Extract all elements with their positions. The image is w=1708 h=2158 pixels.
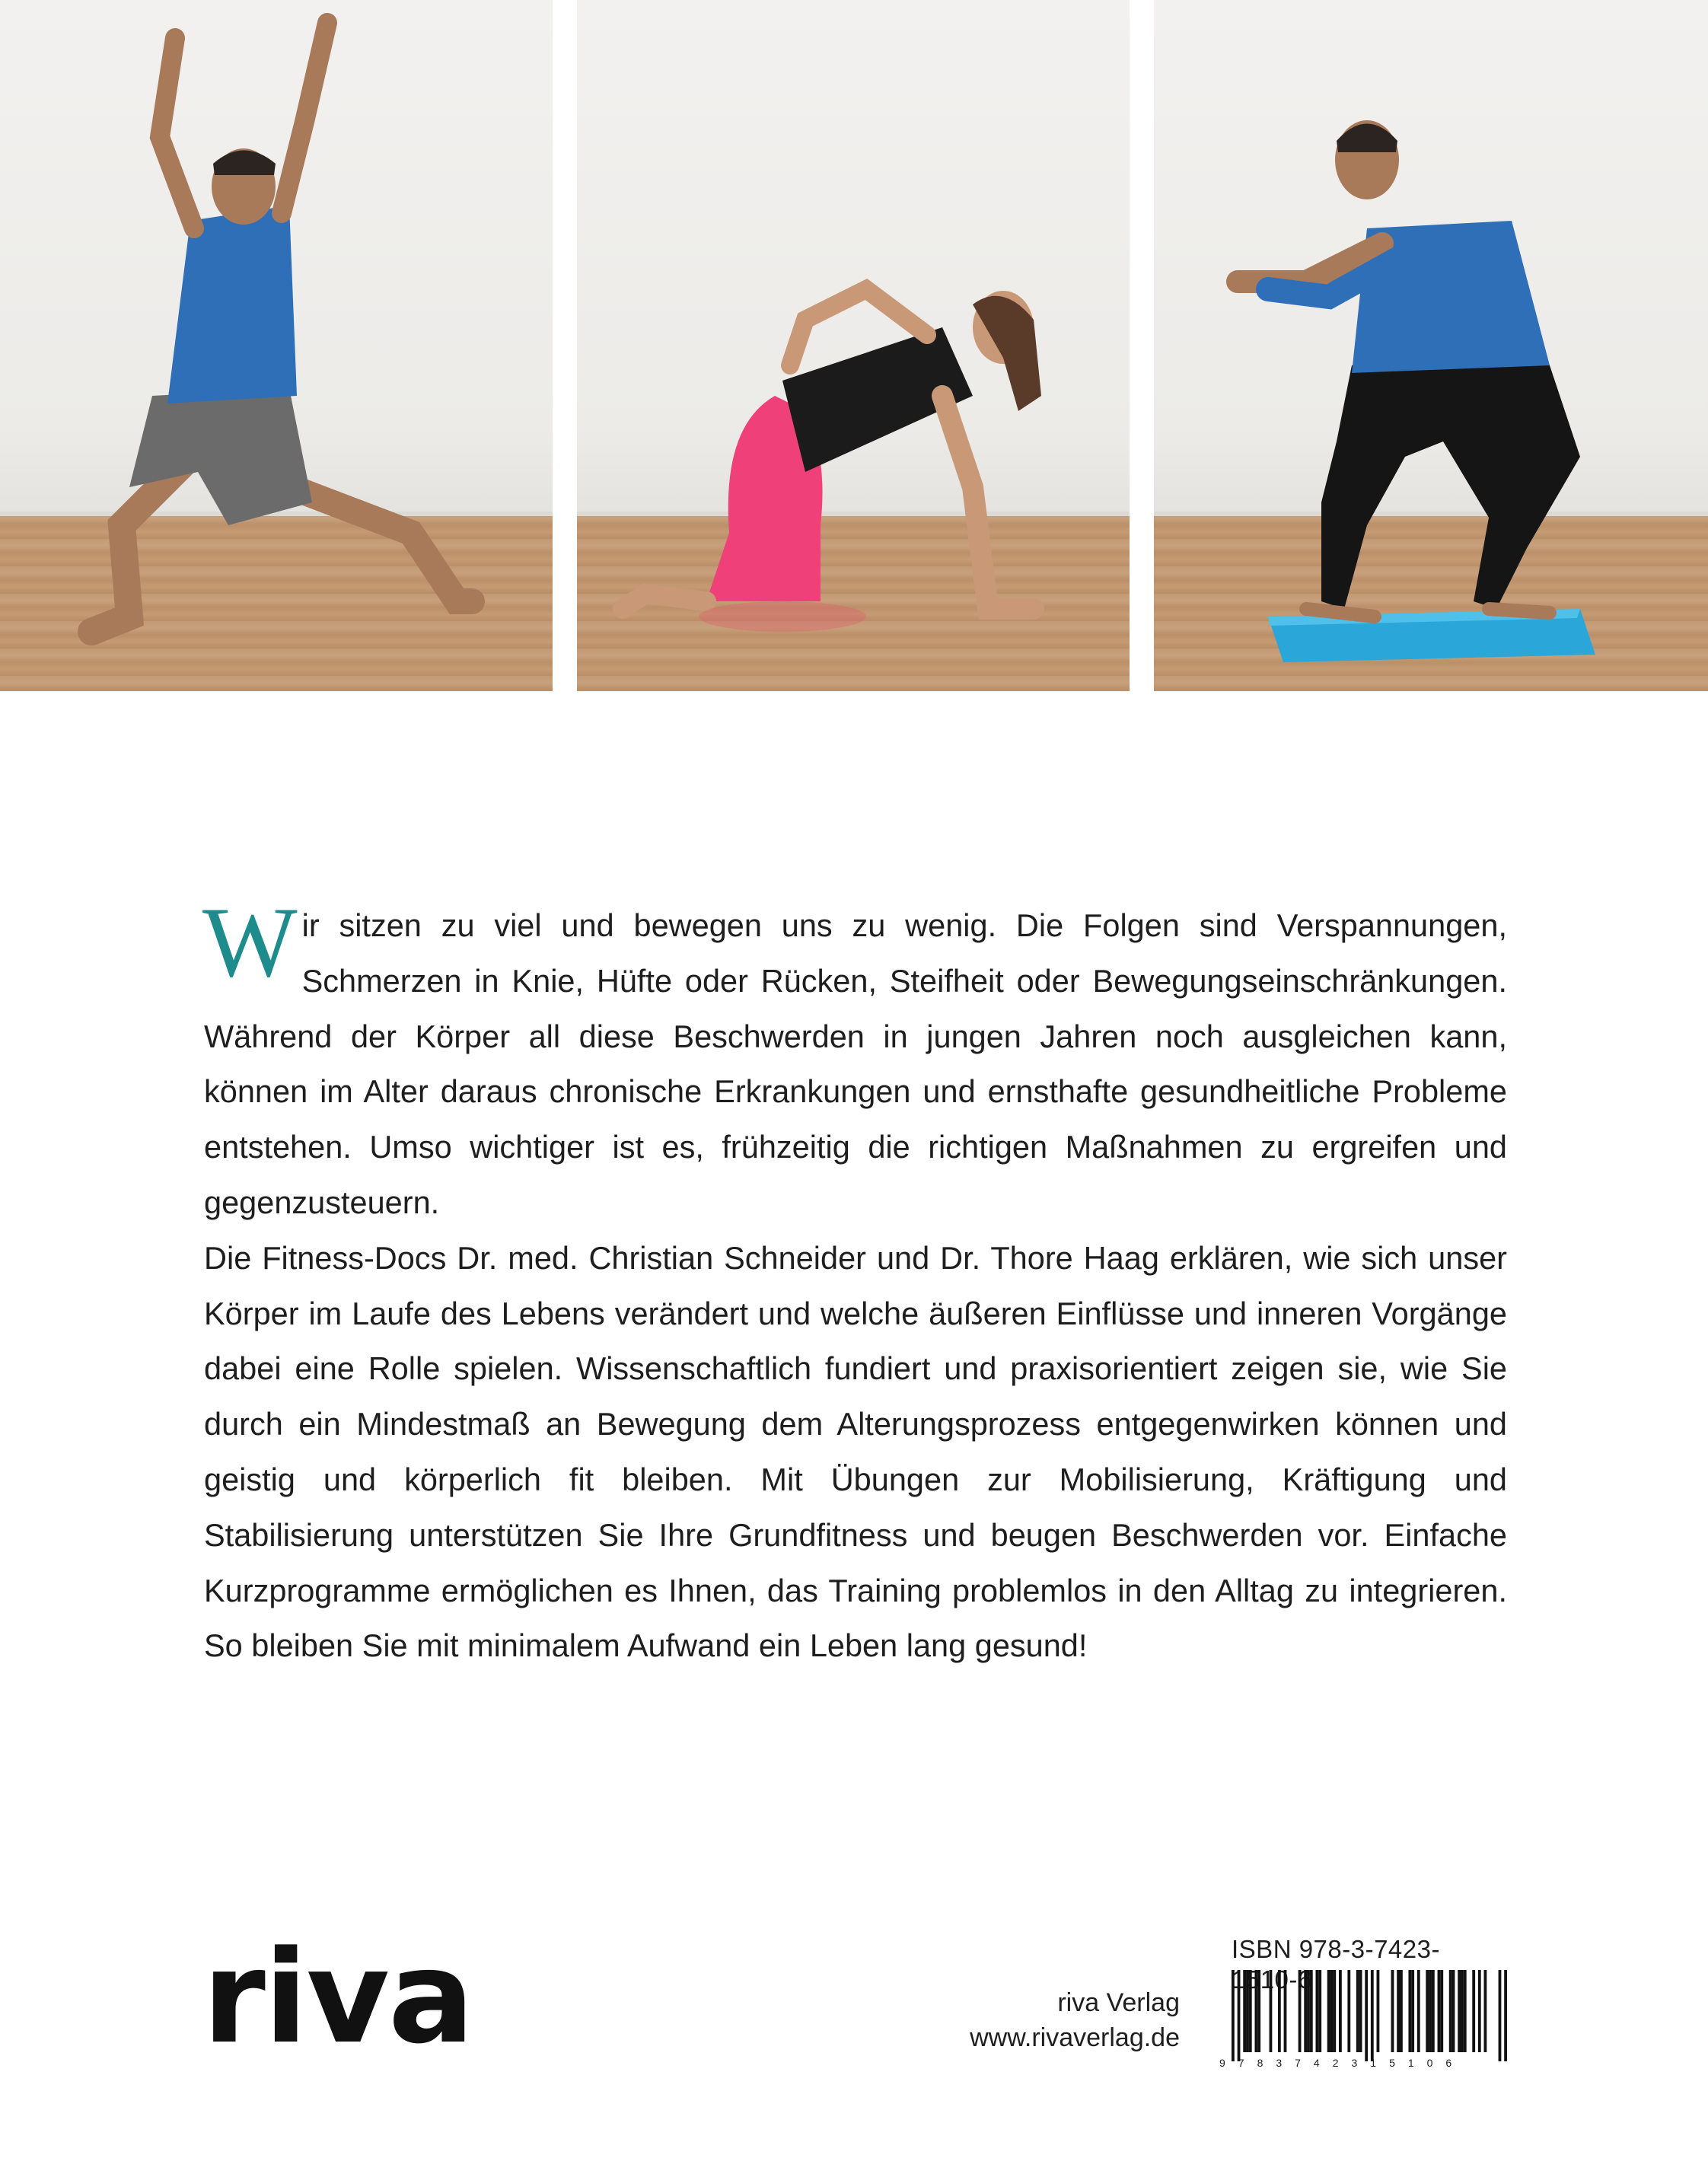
barcode-bar <box>1499 1970 1502 2061</box>
barcode-bar <box>1278 1970 1281 2052</box>
barcode-bar <box>1307 1970 1310 2052</box>
barcode-bar <box>1464 1970 1467 2052</box>
isbn-label: ISBN 978-3-7423-1510-6 <box>1232 1935 1440 1994</box>
barcode-bar <box>1359 1970 1362 2052</box>
barcode-bar <box>1432 1970 1435 2052</box>
barcode-bar <box>1299 1970 1302 2052</box>
kneeling-rotation-photo <box>577 0 1130 691</box>
barcode-bar <box>1440 1970 1443 2052</box>
barcode-bar <box>1365 1970 1368 2061</box>
barcode-bar <box>1318 1970 1321 2052</box>
barcode-bar <box>1426 1970 1429 2052</box>
barcode-bar <box>1417 1970 1420 2052</box>
barcode-bar <box>1438 1970 1441 2052</box>
barcode-bar <box>1449 1970 1452 2052</box>
publisher-url: www.rivaverlag.de <box>970 2023 1180 2052</box>
kneeling-figure-icon <box>577 0 1130 691</box>
barcode-bar <box>1347 1970 1350 2052</box>
lunge-arms-up-photo <box>0 0 553 691</box>
blurb-paragraph-1-text: ir sitzen zu viel und bewegen uns zu wenig. Die Folgen sind Verspannungen, Schmerzen in Knie, Hüfte oder Rücken, Steifheit oder Bewegungseinschränkungen. Während der Körper all diese Beschwerden in jungen Jahren noch ausgleichen kann, können im Alter daraus chronische Erkrankungen und ernsthafte gesundheitliche Probleme entstehen. Umso wichtiger ist es, frühzeitig die richtigen Maßnahmen zu ergreifen und gegenzusteuern. <box>204 907 1507 1220</box>
barcode-bar <box>1478 1970 1481 2052</box>
balance-pad-squat-photo <box>1154 0 1708 691</box>
barcode-bar <box>1246 1970 1249 2052</box>
barcode-bar <box>1304 1970 1307 2052</box>
blurb-text <box>202 886 1507 1674</box>
barcode-bar <box>1356 1970 1359 2052</box>
barcode-bar <box>1429 1970 1432 2052</box>
barcode-bar <box>1284 1970 1287 2052</box>
barcode-bar <box>1243 1970 1246 2052</box>
barcode-bar <box>1461 1970 1464 2052</box>
barcode-bar <box>1411 1970 1414 2052</box>
dropcap-letter: W <box>202 886 298 998</box>
publisher-info <box>970 1985 1180 2055</box>
barcode-bar <box>1391 1970 1394 2052</box>
barcode-bar <box>1339 1970 1342 2052</box>
squat-figure-icon <box>1154 0 1708 691</box>
barcode-icon <box>1232 1970 1507 2061</box>
barcode-bar <box>1257 1970 1260 2052</box>
barcode-bar <box>1504 1970 1507 2061</box>
barcode-bar <box>1254 1970 1257 2052</box>
barcode-bar <box>1458 1970 1461 2052</box>
barcode-bar <box>1400 1970 1403 2052</box>
barcode-bar <box>1330 1970 1334 2052</box>
barcode-bar <box>1397 1970 1400 2052</box>
barcode-bar <box>1452 1970 1455 2052</box>
riva-logo: riva <box>202 1923 473 2072</box>
barcode-bar <box>1232 1970 1235 2061</box>
barcode-bar <box>1327 1970 1330 2052</box>
barcode-bar <box>1310 1970 1313 2052</box>
barcode-bar <box>1249 1970 1252 2052</box>
barcode-bar <box>1333 1970 1336 2052</box>
barcode-bar <box>1408 1970 1411 2052</box>
barcode-bar <box>1472 1970 1475 2052</box>
barcode-bar <box>1377 1970 1380 2052</box>
barcode-bar <box>1270 1970 1273 2052</box>
barcode-bar <box>1238 1970 1241 2061</box>
barcode-bar <box>1316 1970 1319 2052</box>
barcode-bar <box>1371 1970 1374 2061</box>
barcode-digits: 9783742315106 <box>1219 2057 1465 2069</box>
lunge-figure-icon <box>0 0 553 691</box>
barcode-bar <box>1484 1970 1487 2052</box>
blurb-paragraph-1 <box>202 886 1507 1231</box>
publisher-name: riva Verlag <box>1057 1988 1180 2017</box>
blurb-paragraph-2: Die Fitness-Docs Dr. med. Christian Schneider und Dr. Thore Haag erklären, wie sich unser Körper im Laufe des Lebens verändert und welche äußeren Einflüsse und inneren Vorgänge dabei eine Rolle spielen. Wissenschaftlich fundiert und praxisorientiert zeigen sie, wie Sie durch ein Mindestmaß an Bewegung dem Alterungsprozess entgegenwirken können und geistig und körperlich fit bleiben. Mit Übungen zur Mobilisierung, Kräftigung und Stabilisierung unterstützen Sie Ihre Grundfitness und beugen Beschwerden vor. Einfache Kurzprogramme ermöglichen es Ihnen, das Training problemlos in den Alltag zu integrieren. So bleiben Sie mit minimalem Aufwand ein Leben lang gesund! <box>204 1239 1507 1664</box>
